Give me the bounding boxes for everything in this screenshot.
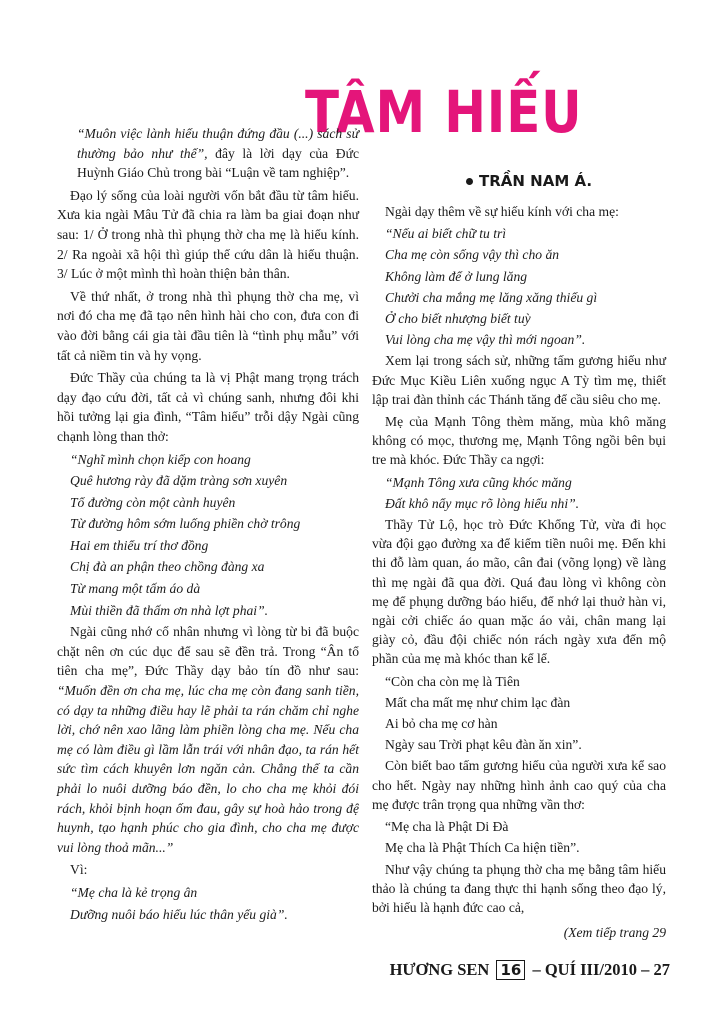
author-byline — [466, 172, 592, 190]
issue-date-page: – QUÍ III/2010 – 27 — [532, 960, 670, 979]
verse-line: Mẹ cha là Phật Thích Ca hiện tiền”. — [385, 840, 580, 856]
verse-line: Mùi thiền đã thấm ơn nhà lợt phai”. — [70, 602, 269, 618]
verse-line: “Mẹ cha là kẻ trọng ân — [70, 884, 198, 900]
paragraph: Đức Thầy của chúng ta là vị Phật mang trọng trách dạy đạo cứu đời, tất cả vì chúng sanh, nhưng đôi khi hồi tưởng lại gia đình, “Tâm hiếu” trỗi dậy Ngài cũng chạnh lòng than thở: — [57, 370, 359, 444]
verse-line: Quê hương rày đã dặm tràng sơn xuyên — [70, 473, 288, 489]
verse-line: Chị đà an phận theo chồng đàng xa — [70, 559, 265, 575]
opening-quote: “Muôn việc lành hiếu thuận đứng đầu (...) sách sử thường bảo như thế”, — [77, 126, 359, 161]
issue-number: 16 — [496, 960, 525, 980]
left-column — [57, 124, 359, 926]
verse-line: “Nếu ai biết chữ tu trì — [385, 226, 507, 242]
verse-line: “Nghĩ mình chọn kiếp con hoang — [70, 451, 251, 467]
paragraph: Về thứ nhất, ở trong nhà thì phụng thờ cha mẹ, vì nơi đó cha mẹ đã tạo nên hình hài cho con, đưa con đi vào đời bằng cái gia tài đầu tiên là “tình phụ mẫu” với tất cả niềm tin và hy vọng. — [57, 288, 359, 363]
verse-line: Hai em thiểu trí thơ đồng — [70, 537, 209, 553]
paragraph — [57, 622, 359, 857]
paragraph: Thầy Tử Lộ, học trò Đức Khổng Tử, vừa đi học vừa đội gạo đường xa để kiếm tiền nuôi mẹ. Đến khi thi đỗ làm quan, áo mão, cân đai (võng lọng) về làng thì mẹ ngài đã qua đời. Quá đau lòng vì không còn mẹ để phụng dưỡng báo hiếu, để nhớ lại thuở hàn vi, ngài cởi chiếc áo quan mặc áo vải, chân mang lại giày cỏ, đầu đội chiếc nón rách ngày xưa đến mộ phần của mẹ mà khóc than kể lể. — [372, 517, 666, 667]
verse-line: Vui lòng cha mẹ vậy thì mới ngoan”. — [385, 332, 586, 348]
verse-line: Tổ đường còn một cành huyên — [70, 494, 236, 510]
publication-name: HƯƠNG SEN — [389, 960, 490, 979]
verse-block — [372, 817, 666, 857]
verse-line: Ngày sau Trời phạt kêu đàn ăn xin”. — [385, 737, 582, 753]
paragraph: Xem lại trong sách sử, những tấm gương hiếu như Đức Mục Kiều Liên xuống ngục A Tỳ tìm mẹ, thiết lập trai đàn thỉnh các Thánh tăng để cầu siêu cho mẹ. — [372, 353, 666, 407]
opening-paragraph — [57, 124, 359, 183]
verse-line: Cha mẹ còn sống vậy thì cho ăn — [385, 247, 560, 263]
author-name: TRẦN NAM Á. — [479, 172, 593, 190]
verse-line: Mất cha mất mẹ như chim lạc đàn — [385, 694, 571, 710]
verse-line: Từ đường hôm sớm luống phiền chờ trông — [70, 516, 301, 532]
paragraph: Đạo lý sống của loài người vốn bắt đầu từ tâm hiếu. Xưa kia ngài Mâu Tử đã chia ra làm ba giai đoạn như sau: 1/ Ở trong nhà thì phụng thờ cha mẹ là hiếu kính. 2/ Ra ngoài xã hội thì giúp thế cứu dân là hiếu thuận. 3/ Lúc ở một mình thì hoàn thiện bản thân. — [57, 187, 359, 282]
verse-line: Đất khô nẩy mục rõ lòng hiếu nhi”. — [385, 495, 580, 511]
verse-block — [57, 450, 359, 621]
verse-line: Từ mang một tấm áo dà — [70, 581, 201, 597]
paragraph-text: Ngài cũng nhớ cố nhân nhưng vì lòng từ bi đã buộc chặt nên ơn cúc dục để sau sẽ đền trả. Trong “Ân tổ tiên cha mẹ”, Đức Thầy dạy bảo tín đồ như sau: — [57, 624, 359, 679]
verse-line: “Mạnh Tông xưa cũng khóc măng — [385, 474, 572, 490]
bullet-dot-icon — [466, 178, 473, 185]
paragraph: Ngài dạy thêm về sự hiếu kính với cha mẹ: — [385, 204, 619, 219]
paragraph: Như vậy chúng ta phụng thờ cha mẹ bằng tâm hiếu thảo là chúng ta đang thực thi hạnh sống theo đạo lý, bởi hiếu là hạnh đức cao cả, — [372, 861, 666, 915]
paragraph: Vì: — [70, 862, 88, 878]
article-title: TÂM HIẾU — [305, 78, 583, 146]
verse-block — [372, 224, 666, 349]
verse-block — [372, 672, 666, 755]
verse-block — [372, 473, 666, 513]
inline-quote: “Muốn đền ơn cha mẹ, lúc cha mẹ còn đang sanh tiền, có dạy ta những điều hay lẽ phải ta rán chăm chỉ nghe lời, chớ nên xao lãng làm phiền lòng cha mẹ. Nếu cha mẹ có làm điều gì lầm lẫn trái với nhân đạo, ta rán hết sức tìm cách khuyên lơn ngăn cản. Chẳng thế ta cần phải lo nuôi dưỡng báo đền, lo cho cha mẹ khỏi đói rách, khỏi bịnh hoạn ốm đau, gây sự hoà hảo trong đệ huynh, tạo hạnh phúc cho gia đình, cho cha mẹ được vui lòng thoả mãn...” — [57, 683, 359, 855]
opening-rest: đây là lời dạy của Đức Huỳnh Giáo Chủ trong bài “Luận về tam nghiệp”. — [77, 145, 360, 181]
verse-line: Chưởi cha mắng mẹ lăng xăng thiếu gì — [385, 289, 598, 305]
right-column — [372, 202, 666, 945]
verse-line: Ở cho biết nhượng biết tuỳ — [385, 311, 531, 327]
paragraph: Mẹ của Mạnh Tông thèm măng, mùa khô măng không có mọc, thương mẹ, Mạnh Tông ngồi bên bụi tre mà khóc. Đức Thầy ca ngợi: — [372, 414, 666, 468]
verse-line: “Mẹ cha là Phật Di Đà — [385, 819, 509, 835]
paragraph: Còn biết bao tấm gương hiếu của người xưa kể sao cho hết. Ngày nay những hình ảnh cao quý của cha mẹ được trân trọng qua những vần thơ: — [372, 758, 666, 812]
verse-line: “Còn cha còn mẹ là Tiên — [385, 673, 520, 689]
verse-line: Không làm để ở lung lăng — [385, 268, 528, 284]
continued-note: (Xem tiếp trang 29 — [563, 925, 666, 941]
page-footer — [390, 960, 670, 980]
verse-line: Dưỡng nuôi báo hiếu lúc thân yếu già”. — [70, 906, 288, 922]
verse-line: Ai bỏ cha mẹ cơ hàn — [385, 716, 498, 732]
verse-block — [57, 883, 359, 924]
